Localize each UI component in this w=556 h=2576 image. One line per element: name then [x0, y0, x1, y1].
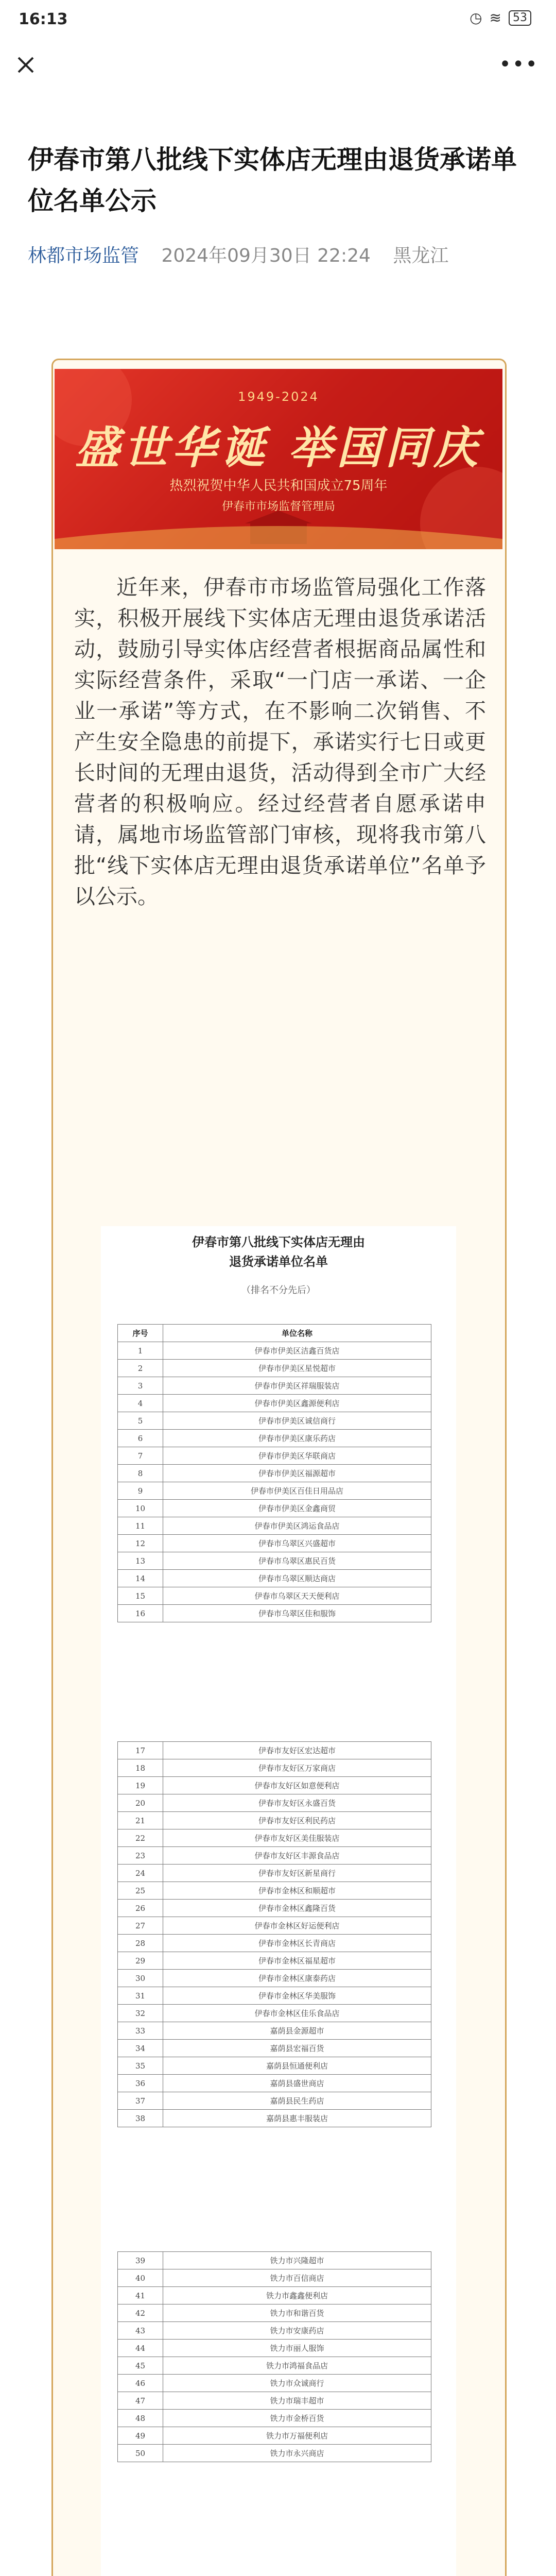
table-row	[118, 1482, 431, 1500]
table-row	[118, 1847, 431, 1865]
row-unit-name: 伊春市伊美区祥瑞服装店	[163, 1377, 431, 1395]
battery-icon	[509, 10, 531, 26]
table-row	[118, 2392, 431, 2410]
row-unit-name: 伊春市乌翠区天天便利店	[163, 1587, 431, 1605]
table-row	[118, 2287, 431, 2304]
column-header-no: 序号	[118, 1325, 163, 1342]
row-unit-name: 伊春市金林区好运便利店	[163, 1917, 431, 1935]
table-row	[118, 2269, 431, 2287]
publish-date: 2024年09月30日 22:24	[161, 245, 371, 266]
table-row	[118, 1430, 431, 1447]
wifi-icon: ≋	[489, 9, 501, 26]
unit-list-table-1	[117, 1324, 431, 1622]
row-unit-name: 伊春市乌翠区兴盛超市	[163, 1535, 431, 1552]
account-name-link[interactable]: 林都市场监管	[28, 245, 140, 266]
battery-level: 53	[513, 11, 527, 24]
status-icons	[470, 9, 531, 26]
table-row	[118, 1900, 431, 1917]
row-unit-name: 嘉荫县盛世商店	[163, 2075, 431, 2092]
publish-region: 黑龙江	[393, 245, 449, 266]
table-row	[118, 1794, 431, 1812]
table-row	[118, 1865, 431, 1882]
row-number: 19	[118, 1777, 163, 1794]
row-number: 40	[118, 2269, 163, 2287]
row-number: 17	[118, 1742, 163, 1759]
row-unit-name: 伊春市金林区康泰药店	[163, 1970, 431, 1987]
row-number: 16	[118, 1605, 163, 1622]
row-unit-name: 嘉荫县恒通便利店	[163, 2057, 431, 2075]
table-row	[118, 1952, 431, 1970]
row-number: 36	[118, 2075, 163, 2092]
row-number: 26	[118, 1900, 163, 1917]
table-row	[118, 1987, 431, 2005]
table-row	[118, 2092, 431, 2110]
row-number: 23	[118, 1847, 163, 1865]
table-row	[118, 1812, 431, 1829]
row-number: 3	[118, 1377, 163, 1395]
table-row	[118, 2057, 431, 2075]
row-number: 24	[118, 1865, 163, 1882]
row-number: 25	[118, 1882, 163, 1900]
row-unit-name: 伊春市友好区美佳服装店	[163, 1829, 431, 1847]
row-number: 35	[118, 2057, 163, 2075]
table-row	[118, 2040, 431, 2057]
row-number: 39	[118, 2252, 163, 2269]
row-number: 2	[118, 1360, 163, 1377]
table-row	[118, 1552, 431, 1570]
row-number: 30	[118, 1970, 163, 1987]
row-unit-name: 伊春市伊美区洁鑫百货店	[163, 1342, 431, 1360]
table-row	[118, 2410, 431, 2427]
row-unit-name: 伊春市友好区丰源食品店	[163, 1847, 431, 1865]
table-row	[118, 1465, 431, 1482]
row-unit-name: 铁力市瑞丰超市	[163, 2392, 431, 2410]
row-unit-name: 铁力市鑫鑫便利店	[163, 2287, 431, 2304]
document-title-line2: 退货承诺单位名单	[229, 1254, 328, 1269]
row-unit-name: 伊春市友好区如意便利店	[163, 1777, 431, 1794]
row-number: 38	[118, 2110, 163, 2127]
row-number: 49	[118, 2427, 163, 2445]
row-number: 10	[118, 1500, 163, 1517]
row-unit-name: 伊春市友好区新星商行	[163, 1865, 431, 1882]
row-number: 8	[118, 1465, 163, 1482]
table-row	[118, 1500, 431, 1517]
row-unit-name: 嘉荫县惠丰服装店	[163, 2110, 431, 2127]
row-unit-name: 铁力市永兴商店	[163, 2445, 431, 2462]
table-row	[118, 2445, 431, 2462]
more-icon[interactable]: •••	[499, 53, 538, 76]
row-unit-name: 伊春市伊美区华联商店	[163, 1447, 431, 1465]
table-row	[118, 1412, 431, 1430]
row-number: 11	[118, 1517, 163, 1535]
row-unit-name: 伊春市友好区宏达超市	[163, 1742, 431, 1759]
table-row	[118, 1935, 431, 1952]
row-unit-name: 伊春市友好区万家商店	[163, 1759, 431, 1777]
table-row	[118, 1742, 431, 1759]
row-number: 29	[118, 1952, 163, 1970]
table-row	[118, 1360, 431, 1377]
row-unit-name: 伊春市友好区永盛百货	[163, 1794, 431, 1812]
table-row	[118, 1517, 431, 1535]
row-number: 31	[118, 1987, 163, 2005]
row-unit-name: 嘉荫县金源超市	[163, 2022, 431, 2040]
row-number: 12	[118, 1535, 163, 1552]
table-row	[118, 1970, 431, 1987]
row-unit-name: 伊春市友好区利民药店	[163, 1812, 431, 1829]
row-unit-name: 伊春市伊美区鸿运食品店	[163, 1517, 431, 1535]
row-unit-name: 伊春市乌翠区顺达商店	[163, 1570, 431, 1587]
row-unit-name: 铁力市百信商店	[163, 2269, 431, 2287]
table-header	[118, 1325, 431, 1342]
row-number: 28	[118, 1935, 163, 1952]
row-number: 1	[118, 1342, 163, 1360]
row-unit-name: 伊春市金林区佳乐食品店	[163, 2005, 431, 2022]
row-number: 34	[118, 2040, 163, 2057]
article-meta	[28, 241, 465, 267]
row-unit-name: 伊春市伊美区百佳日用品店	[163, 1482, 431, 1500]
row-number: 50	[118, 2445, 163, 2462]
row-unit-name: 铁力市兴隆超市	[163, 2252, 431, 2269]
row-number: 27	[118, 1917, 163, 1935]
table-row	[118, 2022, 431, 2040]
table-row	[118, 2110, 431, 2127]
row-number: 37	[118, 2092, 163, 2110]
row-unit-name: 伊春市金林区长青商店	[163, 1935, 431, 1952]
banner-slogan: 盛世华诞 举国同庆	[75, 422, 482, 474]
row-number: 13	[118, 1552, 163, 1570]
row-number: 9	[118, 1482, 163, 1500]
table-row	[118, 2357, 431, 2375]
notice-document	[101, 1226, 456, 2576]
national-day-banner	[55, 369, 502, 549]
row-unit-name: 铁力市众诚商行	[163, 2375, 431, 2392]
table-row	[118, 1605, 431, 1622]
row-unit-name: 铁力市安康药店	[163, 2322, 431, 2340]
row-number: 45	[118, 2357, 163, 2375]
row-unit-name: 铁力市万福便利店	[163, 2427, 431, 2445]
document-note: （排名不分先后）	[241, 1285, 316, 1296]
table-row	[118, 1587, 431, 1605]
row-unit-name: 伊春市金林区华美服饰	[163, 1987, 431, 2005]
row-unit-name: 铁力市金桥百货	[163, 2410, 431, 2427]
row-unit-name: 伊春市伊美区星悦超市	[163, 1360, 431, 1377]
table-row	[118, 1777, 431, 1794]
row-unit-name: 伊春市伊美区诚信商行	[163, 1412, 431, 1430]
row-unit-name: 伊春市金林区和顺超市	[163, 1882, 431, 1900]
row-number: 21	[118, 1812, 163, 1829]
row-unit-name: 伊春市伊美区康乐药店	[163, 1430, 431, 1447]
row-number: 32	[118, 2005, 163, 2022]
banner-org: 伊春市市场监督管理局	[221, 500, 335, 513]
row-unit-name: 伊春市伊美区鑫源便利店	[163, 1395, 431, 1412]
table-row	[118, 2005, 431, 2022]
row-number: 42	[118, 2304, 163, 2322]
table-row	[118, 2322, 431, 2340]
row-number: 43	[118, 2322, 163, 2340]
row-number: 44	[118, 2340, 163, 2357]
row-number: 5	[118, 1412, 163, 1430]
unit-list-table-2	[117, 1741, 431, 2127]
table-row	[118, 1882, 431, 1900]
table-row	[118, 2304, 431, 2322]
table-row	[118, 1342, 431, 1360]
row-number: 46	[118, 2375, 163, 2392]
row-unit-name: 伊春市乌翠区惠民百货	[163, 1552, 431, 1570]
row-number: 48	[118, 2410, 163, 2427]
unit-list-table-3	[117, 2251, 431, 2462]
close-icon[interactable]	[13, 53, 38, 77]
row-number: 14	[118, 1570, 163, 1587]
row-unit-name: 伊春市乌翠区佳和服饰	[163, 1605, 431, 1622]
row-unit-name: 铁力市丽人服饰	[163, 2340, 431, 2357]
column-header-name: 单位名称	[163, 1325, 431, 1342]
row-number: 15	[118, 1587, 163, 1605]
table-row	[118, 1570, 431, 1587]
table-row	[118, 2075, 431, 2092]
status-bar	[0, 0, 556, 37]
intro-paragraph: 近年来，伊春市市场监管局强化工作落实，积极开展线下实体店无理由退货承诺活动，鼓励引导实体店经营者根据商品属性和实际经营条件，采取“一门店一承诺、一企业一承诺”等方式，在不影响二次销售、不产生安全隐患的前提下，承诺实行七日或更长时间的无理由退货，活动得到全市广大经营者的积极响应。经过经营者自愿承诺申请，属地市场监管部门审核，现将我市第八批“线下实体店无理由退货承诺单位”名单予以公示。	[74, 575, 486, 909]
table-row	[118, 2375, 431, 2392]
row-number: 47	[118, 2392, 163, 2410]
row-number: 41	[118, 2287, 163, 2304]
table-row	[118, 1829, 431, 1847]
status-time: 16:13	[19, 10, 68, 28]
table-row	[118, 2427, 431, 2445]
row-unit-name: 嘉荫县宏福百货	[163, 2040, 431, 2057]
row-number: 22	[118, 1829, 163, 1847]
alarm-icon: ◷	[470, 9, 482, 26]
table-row	[118, 1535, 431, 1552]
row-number: 7	[118, 1447, 163, 1465]
top-bar	[0, 37, 556, 94]
table-row	[118, 2252, 431, 2269]
row-unit-name: 伊春市金林区鑫隆百货	[163, 1900, 431, 1917]
table-row	[118, 1447, 431, 1465]
article-title: 伊春市第八批线下实体店无理由退货承诺单位名单公示	[28, 145, 517, 216]
row-unit-name: 铁力市鸿福食品店	[163, 2357, 431, 2375]
table-row	[118, 1377, 431, 1395]
row-number: 6	[118, 1430, 163, 1447]
row-unit-name: 铁力市和谐百货	[163, 2304, 431, 2322]
row-number: 4	[118, 1395, 163, 1412]
banner-years: 1949-2024	[238, 389, 319, 404]
document-title	[101, 1232, 456, 1272]
table-row	[118, 1917, 431, 1935]
row-number: 33	[118, 2022, 163, 2040]
row-number: 20	[118, 1794, 163, 1812]
document-title-line1: 伊春市第八批线下实体店无理由	[192, 1234, 365, 1249]
row-unit-name: 伊春市伊美区福源超市	[163, 1465, 431, 1482]
table-row	[118, 2340, 431, 2357]
row-number: 18	[118, 1759, 163, 1777]
row-unit-name: 伊春市伊美区金鑫商贸	[163, 1500, 431, 1517]
row-unit-name: 伊春市金林区福星超市	[163, 1952, 431, 1970]
table-row	[118, 1759, 431, 1777]
table-row	[118, 1395, 431, 1412]
banner-subtitle: 热烈祝贺中华人民共和国成立75周年	[169, 478, 388, 494]
row-unit-name: 嘉荫县民生药店	[163, 2092, 431, 2110]
